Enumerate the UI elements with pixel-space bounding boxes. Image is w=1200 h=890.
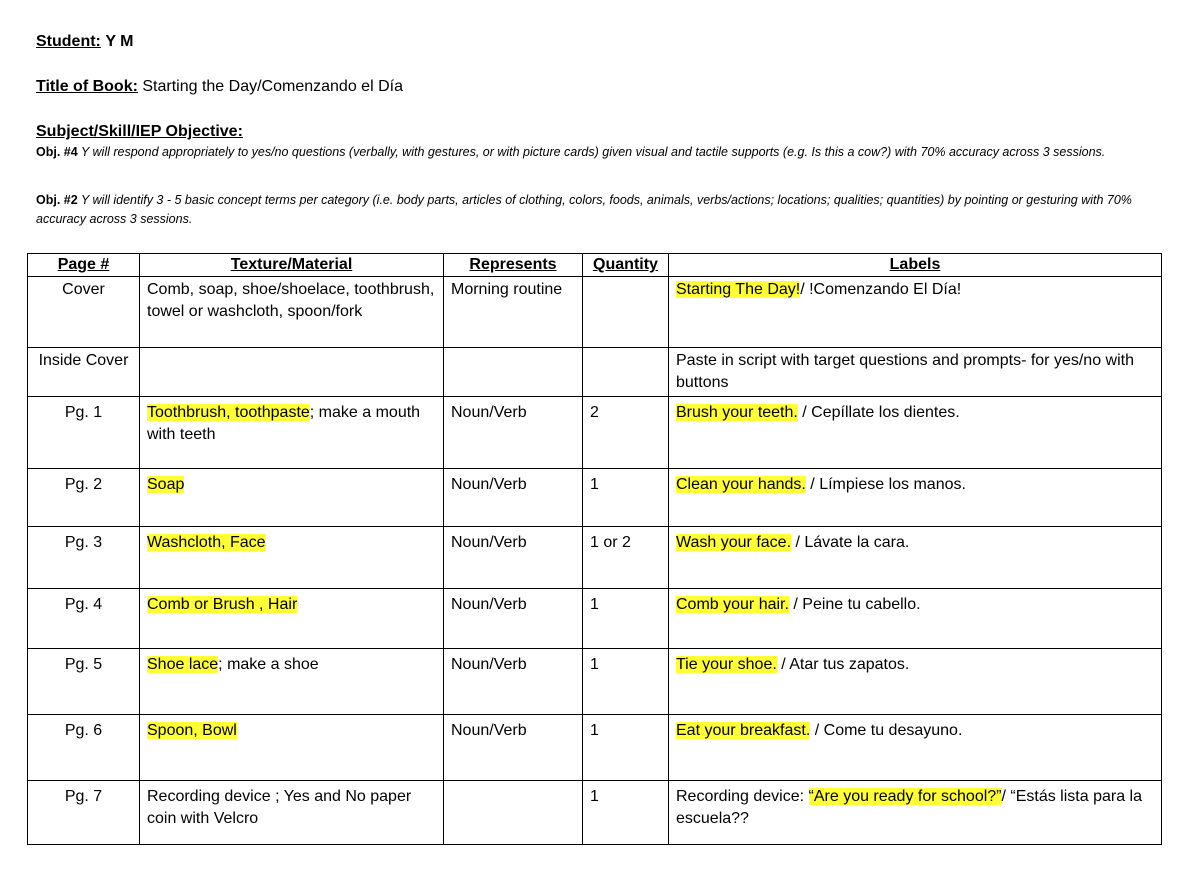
label-cell: Paste in script with target questions and prompts- for yes/no with buttons [669,348,1162,397]
quantity-cell: 1 [583,781,669,845]
highlighted-text: Wash your face. [676,534,792,551]
objective-2-text: Y will identify 3 - 5 basic concept terms per category (i.e. body parts, articles of clothing, colors, foods, animals, verbs/actions; locations; qualities; quantities) by pointing or gesturing with 70% accuracy across 3 sessions. [36,193,1132,226]
highlighted-text: Toothbrush, toothpaste [147,404,310,421]
table-row [28,715,1162,781]
represents-cell: Noun/Verb [444,715,583,781]
table-row [28,527,1162,589]
page-cell: Inside Cover [28,348,140,397]
page-cell: Pg. 3 [28,527,140,589]
student-name: Y M [105,33,134,50]
highlighted-text: Starting The Day! [676,281,801,298]
page-cell: Pg. 4 [28,589,140,649]
highlighted-text: Spoon, Bowl [147,722,237,739]
represents-cell: Noun/Verb [444,589,583,649]
student-label: Student: [36,33,101,50]
quantity-cell [583,277,669,348]
table-row [28,277,1162,348]
label-cell: Comb your hair. / Peine tu cabello. [669,589,1162,649]
quantity-cell [583,348,669,397]
page-cell: Pg. 5 [28,649,140,715]
objective-2 [36,191,1161,229]
objective-4-text: Y will respond appropriately to yes/no questions (verbally, with gestures, or with picture cards) given visual and tactile supports (e.g. Is this a cow?) with 70% accuracy across 3 sessions. [80,145,1106,159]
label-cell: Wash your face. / Lávate la cara. [669,527,1162,589]
page-cell: Pg. 7 [28,781,140,845]
book-title-label: Title of Book: [36,78,138,95]
page-cell: Pg. 6 [28,715,140,781]
label-cell: Eat your breakfast. / Come tu desayuno. [669,715,1162,781]
table-row [28,649,1162,715]
page-cell: Pg. 2 [28,469,140,527]
highlighted-text: Eat your breakfast. [676,722,811,739]
page-cell: Pg. 1 [28,397,140,469]
quantity-cell: 1 [583,715,669,781]
objective-4 [36,143,1161,162]
table-row [28,397,1162,469]
table-row [28,469,1162,527]
material-cell: Shoe lace; make a shoe [140,649,444,715]
table-row [28,589,1162,649]
table-row [28,348,1162,397]
highlighted-text: Tie your shoe. [676,656,777,673]
label-cell: Tie your shoe. / Atar tus zapatos. [669,649,1162,715]
material-cell: Comb, soap, shoe/shoelace, toothbrush, towel or washcloth, spoon/fork [140,277,444,348]
represents-cell: Noun/Verb [444,469,583,527]
book-title-line [36,78,403,96]
highlighted-text: Washcloth, Face [147,534,266,551]
col-header-material: Texture/Material [140,254,444,277]
col-header-page: Page # [28,254,140,277]
quantity-cell: 1 [583,589,669,649]
highlighted-text: Brush your teeth. [676,404,798,421]
col-header-labels: Labels [669,254,1162,277]
material-cell: Toothbrush, toothpaste; make a mouth with teeth [140,397,444,469]
material-cell [140,589,444,649]
col-header-represents: Represents [444,254,583,277]
label-cell: Clean your hands. / Límpiese los manos. [669,469,1162,527]
table-header-row [28,254,1162,277]
objective-heading: Subject/Skill/IEP Objective: [36,123,243,140]
quantity-cell: 1 or 2 [583,527,669,589]
label-cell: Recording device: “Are you ready for school?”/ “Estás lista para la escuela?? [669,781,1162,845]
represents-cell [444,348,583,397]
objective-2-label: Obj. #2 [36,193,78,207]
page-cell: Cover [28,277,140,348]
highlighted-text: Comb your hair. [676,596,789,613]
objective-4-label: Obj. #4 [36,145,78,159]
label-cell: Brush your teeth. / Cepíllate los dientes. [669,397,1162,469]
material-cell: Recording device ; Yes and No paper coin with Velcro [140,781,444,845]
materials-table [27,253,1162,845]
highlighted-text: “Are you ready for school?” [808,788,1002,805]
student-line [36,33,133,51]
highlighted-text: Clean your hands. [676,476,806,493]
highlighted-text: Soap [147,476,185,493]
book-title-value: Starting the Day/Comenzando el Día [142,78,403,95]
represents-cell: Morning routine [444,277,583,348]
quantity-cell: 1 [583,469,669,527]
quantity-cell: 2 [583,397,669,469]
represents-cell: Noun/Verb [444,397,583,469]
represents-cell: Noun/Verb [444,527,583,589]
material-cell [140,527,444,589]
material-cell [140,469,444,527]
highlighted-text: Comb or Brush , Hair [147,596,298,613]
represents-cell [444,781,583,845]
material-cell [140,715,444,781]
quantity-cell: 1 [583,649,669,715]
col-header-quantity: Quantity [583,254,669,277]
table-row [28,781,1162,845]
material-cell [140,348,444,397]
represents-cell: Noun/Verb [444,649,583,715]
label-cell: Starting The Day!/ !Comenzando El Día! [669,277,1162,348]
highlighted-text: Shoe lace [147,656,219,673]
